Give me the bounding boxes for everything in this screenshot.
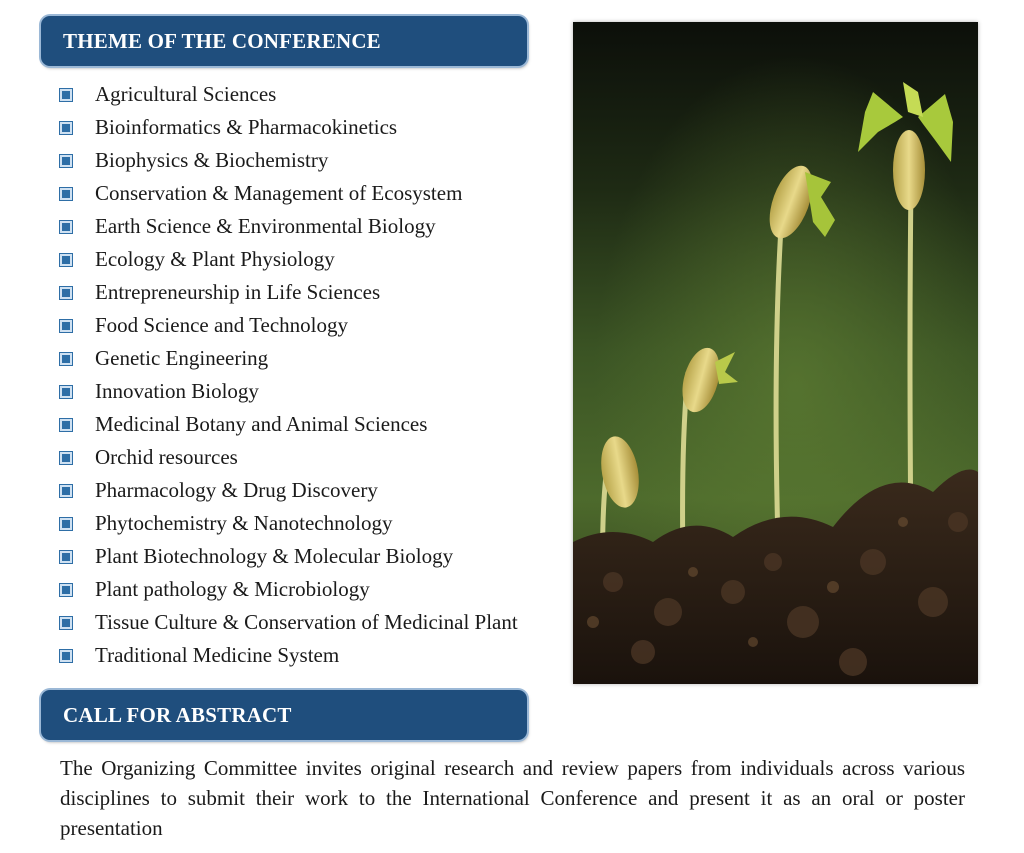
list-item xyxy=(60,408,518,441)
seedling-growth-photo xyxy=(573,22,978,684)
list-item xyxy=(60,111,518,144)
list-item xyxy=(60,375,518,408)
topic-label: Phytochemistry & Nanotechnology xyxy=(95,511,393,535)
seedling-illustration xyxy=(573,22,978,684)
list-item xyxy=(60,243,518,276)
topic-label: Plant Biotechnology & Molecular Biology xyxy=(95,544,454,568)
topic-label: Agricultural Sciences xyxy=(95,82,277,106)
square-bullet-icon xyxy=(60,287,72,299)
square-bullet-icon xyxy=(60,254,72,266)
square-bullet-icon xyxy=(60,155,72,167)
square-bullet-icon xyxy=(60,353,72,365)
square-bullet-icon xyxy=(60,617,72,629)
topic-label: Innovation Biology xyxy=(95,379,259,403)
square-bullet-icon xyxy=(60,419,72,431)
theme-heading: THEME OF THE CONFERENCE xyxy=(41,16,527,66)
list-item xyxy=(60,441,518,474)
topic-label: Conservation & Management of Ecosystem xyxy=(95,181,463,205)
topic-label: Ecology & Plant Physiology xyxy=(95,247,335,271)
square-bullet-icon xyxy=(60,320,72,332)
list-item xyxy=(60,507,518,540)
topic-label: Biophysics & Biochemistry xyxy=(95,148,329,172)
list-item xyxy=(60,210,518,243)
list-item xyxy=(60,78,518,111)
square-bullet-icon xyxy=(60,452,72,464)
abstract-body: The Organizing Committee invites original research and review papers from individuals across various disciplines to submit their work to the International Conference and present it as an oral or poster presentation xyxy=(60,756,965,840)
square-bullet-icon xyxy=(60,89,72,101)
square-bullet-icon xyxy=(60,386,72,398)
list-item xyxy=(60,276,518,309)
topic-label: Food Science and Technology xyxy=(95,313,349,337)
topic-label: Pharmacology & Drug Discovery xyxy=(95,478,378,502)
square-bullet-icon xyxy=(60,122,72,134)
list-item xyxy=(60,342,518,375)
list-item xyxy=(60,573,518,606)
topic-label: Earth Science & Environmental Biology xyxy=(95,214,436,238)
square-bullet-icon xyxy=(60,485,72,497)
square-bullet-icon xyxy=(60,188,72,200)
square-bullet-icon xyxy=(60,551,72,563)
topic-label: Genetic Engineering xyxy=(95,346,269,370)
list-item xyxy=(60,144,518,177)
topic-label: Traditional Medicine System xyxy=(95,643,340,667)
topic-list xyxy=(60,78,518,672)
list-item xyxy=(60,639,518,672)
topic-label: Bioinformatics & Pharmacokinetics xyxy=(95,115,398,139)
list-item xyxy=(60,606,518,639)
topic-label: Entrepreneurship in Life Sciences xyxy=(95,280,381,304)
list-item xyxy=(60,540,518,573)
topic-label: Orchid resources xyxy=(95,445,238,469)
list-item xyxy=(60,474,518,507)
topic-label: Plant pathology & Microbiology xyxy=(95,577,370,601)
list-item xyxy=(60,177,518,210)
square-bullet-icon xyxy=(60,518,72,530)
square-bullet-icon xyxy=(60,584,72,596)
topic-label: Medicinal Botany and Animal Sciences xyxy=(95,412,428,436)
square-bullet-icon xyxy=(60,221,72,233)
list-item xyxy=(60,309,518,342)
square-bullet-icon xyxy=(60,650,72,662)
abstract-heading: CALL FOR ABSTRACT xyxy=(41,690,527,740)
topic-label: Tissue Culture & Conservation of Medicinal Plant xyxy=(95,610,518,634)
